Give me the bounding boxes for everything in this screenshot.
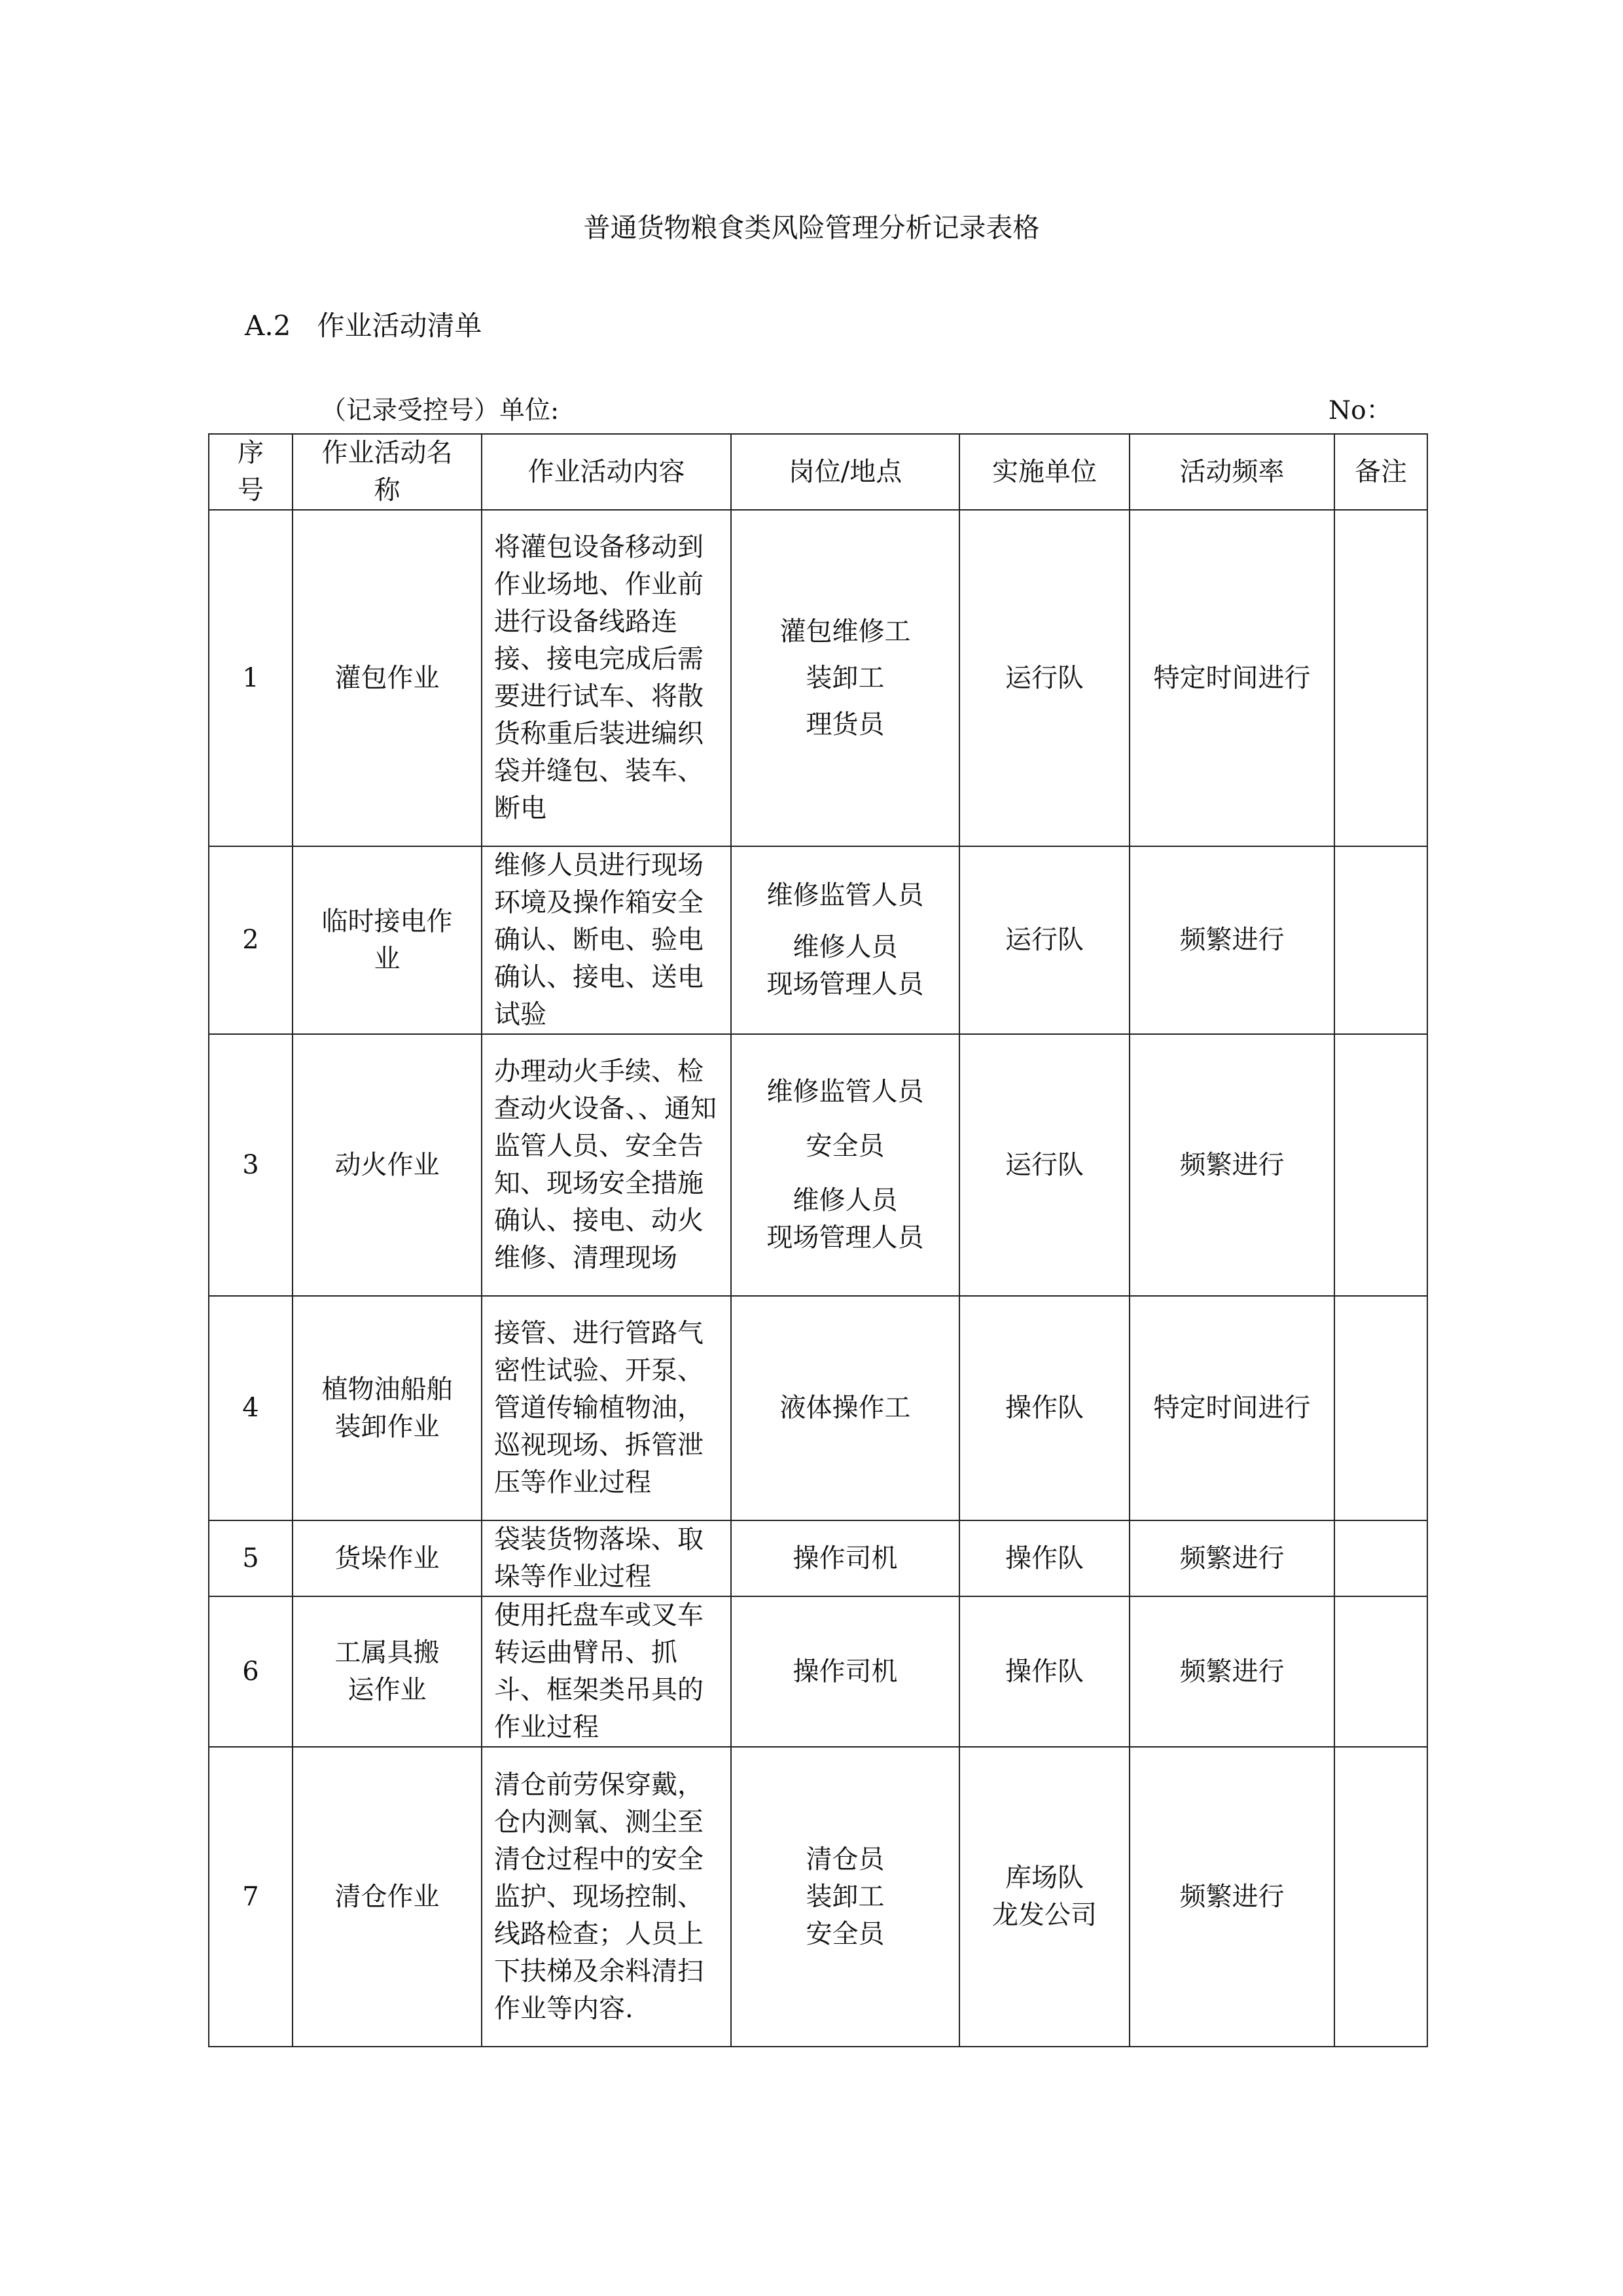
header-post-location: 岗位/地点 <box>731 434 959 510</box>
row-activity-frequency: 频繁进行 <box>1130 1747 1334 2047</box>
row-post-location <box>731 1034 959 1296</box>
record-control-label: （记录受控号）单位: <box>321 396 560 425</box>
table-header-row <box>209 434 1427 510</box>
row-activity-content: 使用托盘车或叉车转运曲臂吊、抓斗、框架类吊具的作业过程 <box>482 1596 731 1747</box>
row-remark <box>1334 846 1427 1034</box>
row-activity-content: 维修人员进行现场环境及操作箱安全确认、断电、验电确认、接电、送电试验 <box>482 846 731 1034</box>
row-post-location <box>731 846 959 1034</box>
row-activity-frequency: 频繁进行 <box>1130 1596 1334 1747</box>
post-line: 清仓员 <box>806 1844 885 1874</box>
header-activity-frequency: 活动频率 <box>1130 434 1334 510</box>
post-line: 现场管理人员 <box>766 969 924 999</box>
row-remark <box>1334 1747 1427 2047</box>
table-row <box>209 1034 1427 1296</box>
row-seq: 1 <box>209 510 293 846</box>
row-implementing-unit: 运行队 <box>959 1034 1130 1296</box>
header-activity-content: 作业活动内容 <box>482 434 731 510</box>
post-line: 维修人员 <box>793 1185 898 1215</box>
row-implementing-unit: 运行队 <box>959 510 1130 846</box>
row-remark <box>1334 510 1427 846</box>
table-row <box>209 1747 1427 2047</box>
post-line: 理货员 <box>806 709 885 740</box>
section-heading <box>245 306 482 346</box>
table-row <box>209 510 1427 846</box>
row-post-location: 液体操作工 <box>731 1296 959 1520</box>
row-remark <box>1334 1034 1427 1296</box>
header-seq: 序号 <box>209 434 293 510</box>
table-row <box>209 1596 1427 1747</box>
unit-line: 龙发公司 <box>992 1900 1097 1930</box>
section-number: A.2 <box>245 310 291 342</box>
unit-line: 库场队 <box>1005 1863 1084 1893</box>
row-seq: 4 <box>209 1296 293 1520</box>
row-post-location <box>731 510 959 846</box>
row-activity-content: 办理动火手续、检查动火设备、、通知监管人员、安全告知、现场安全措施确认、接电、动火维修、清理现场 <box>482 1034 731 1296</box>
row-post-location: 操作司机 <box>731 1596 959 1747</box>
activity-table <box>208 433 1428 2047</box>
row-activity-name: 工属具搬运作业 <box>293 1596 482 1747</box>
header-activity-name: 作业活动名称 <box>293 434 482 510</box>
post-line: 现场管理人员 <box>766 1223 924 1253</box>
row-activity-frequency: 特定时间进行 <box>1130 510 1334 846</box>
row-activity-content: 袋装货物落垛、取垛等作业过程 <box>482 1520 731 1596</box>
row-activity-frequency: 频繁进行 <box>1130 846 1334 1034</box>
row-remark <box>1334 1296 1427 1520</box>
row-seq: 5 <box>209 1520 293 1596</box>
document-title: 普通货物粮食类风险管理分析记录表格 <box>583 212 1040 243</box>
row-implementing-unit: 操作队 <box>959 1296 1130 1520</box>
table-row <box>209 1296 1427 1520</box>
row-seq: 7 <box>209 1747 293 2047</box>
row-activity-name: 临时接电作业 <box>293 846 482 1034</box>
row-remark <box>1334 1520 1427 1596</box>
header-implementing-unit: 实施单位 <box>959 434 1130 510</box>
row-activity-name: 动火作业 <box>293 1034 482 1296</box>
row-activity-name: 灌包作业 <box>293 510 482 846</box>
post-line: 装卸工 <box>806 662 885 693</box>
row-seq: 2 <box>209 846 293 1034</box>
post-line: 灌包维修工 <box>779 616 911 647</box>
row-activity-frequency: 频繁进行 <box>1130 1520 1334 1596</box>
table-row <box>209 846 1427 1034</box>
post-line: 安全员 <box>806 1131 885 1161</box>
row-activity-content: 清仓前劳保穿戴，仓内测氧、测尘至清仓过程中的安全监护、现场控制、线路检查；人员上下扶梯及余料清扫作业等内容. <box>482 1747 731 2047</box>
row-implementing-unit <box>959 1747 1130 2047</box>
row-activity-content: 接管、进行管路气密性试验、开泵、管道传输植物油，巡视现场、拆管泄压等作业过程 <box>482 1296 731 1520</box>
row-activity-content: 将灌包设备移动到作业场地、作业前进行设备线路连接、接电完成后需要进行试车、将散货称重后装进编织袋并缝包、装车、断电 <box>482 510 731 846</box>
post-line: 装卸工 <box>806 1881 885 1912</box>
row-implementing-unit: 运行队 <box>959 846 1130 1034</box>
row-implementing-unit: 操作队 <box>959 1520 1130 1596</box>
header-remark: 备注 <box>1334 434 1427 510</box>
row-activity-name: 货垛作业 <box>293 1520 482 1596</box>
table-row <box>209 1520 1427 1596</box>
row-seq: 3 <box>209 1034 293 1296</box>
post-line: 安全员 <box>806 1918 885 1949</box>
row-seq: 6 <box>209 1596 293 1747</box>
row-activity-frequency: 频繁进行 <box>1130 1034 1334 1296</box>
row-activity-name: 植物油船舶装卸作业 <box>293 1296 482 1520</box>
row-remark <box>1334 1596 1427 1747</box>
row-implementing-unit: 操作队 <box>959 1596 1130 1747</box>
post-line: 维修监管人员 <box>766 880 924 910</box>
row-post-location: 操作司机 <box>731 1520 959 1596</box>
post-line: 维修监管人员 <box>766 1077 924 1107</box>
section-title: 作业活动清单 <box>317 310 482 342</box>
row-activity-name: 清仓作业 <box>293 1747 482 2047</box>
post-line: 维修人员 <box>793 932 898 962</box>
record-number-label: No： <box>1329 396 1392 425</box>
row-activity-frequency: 特定时间进行 <box>1130 1296 1334 1520</box>
row-post-location <box>731 1747 959 2047</box>
